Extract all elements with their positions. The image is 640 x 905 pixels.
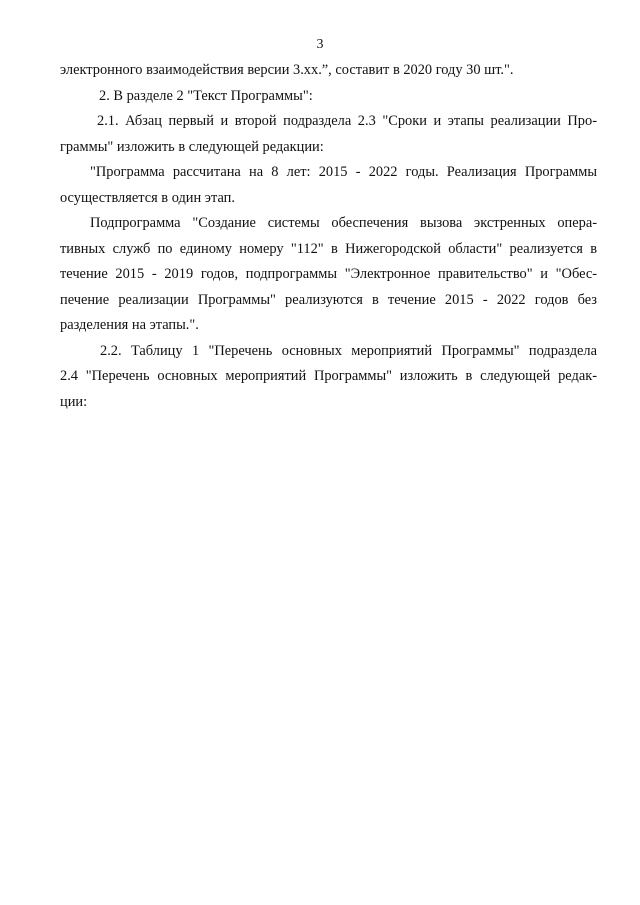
text-line: электронного взаимодействия версии 3.хх.”, составит в 2020 году 30 шт.". [60, 62, 514, 78]
text-line: разделения на этапы.". [60, 317, 199, 333]
section-heading: 2. В разделе 2 "Текст Программы": [99, 87, 313, 104]
page-number: 3 [316, 37, 324, 52]
text-line: 2.1. Абзац первый и второй подраздела 2.3 "Сроки и этапы реализации Про- [97, 113, 597, 129]
text-line: 2.4 "Перечень основных мероприятий Программы" изложить в следующей редак- [60, 368, 597, 384]
text-line: течение 2015 - 2019 годов, подпрограммы "Электронное правительство" и "Обес- [60, 266, 597, 282]
text-line: 2.2. Таблицу 1 "Перечень основных мероприятий Программы" подраздела [100, 342, 597, 359]
text-line: граммы" изложить в следующей редакции: [60, 138, 324, 155]
text-line: печение реализации Программы" реализуются в течение 2015 - 2022 годов без [60, 291, 597, 308]
text-line: осуществляется в один этап. [60, 189, 235, 206]
text-line: "Программа рассчитана на 8 лет: 2015 - 2022 годы. Реализация Программы [90, 164, 597, 180]
text-line: тивных служб по единому номеру "112" в Нижегородской области" реализуется в [60, 240, 597, 257]
document-body [60, 58, 597, 415]
text-line: Подпрограмма "Создание системы обеспечения вызова экстренных опера- [90, 215, 597, 231]
text-line: ции: [60, 393, 88, 410]
